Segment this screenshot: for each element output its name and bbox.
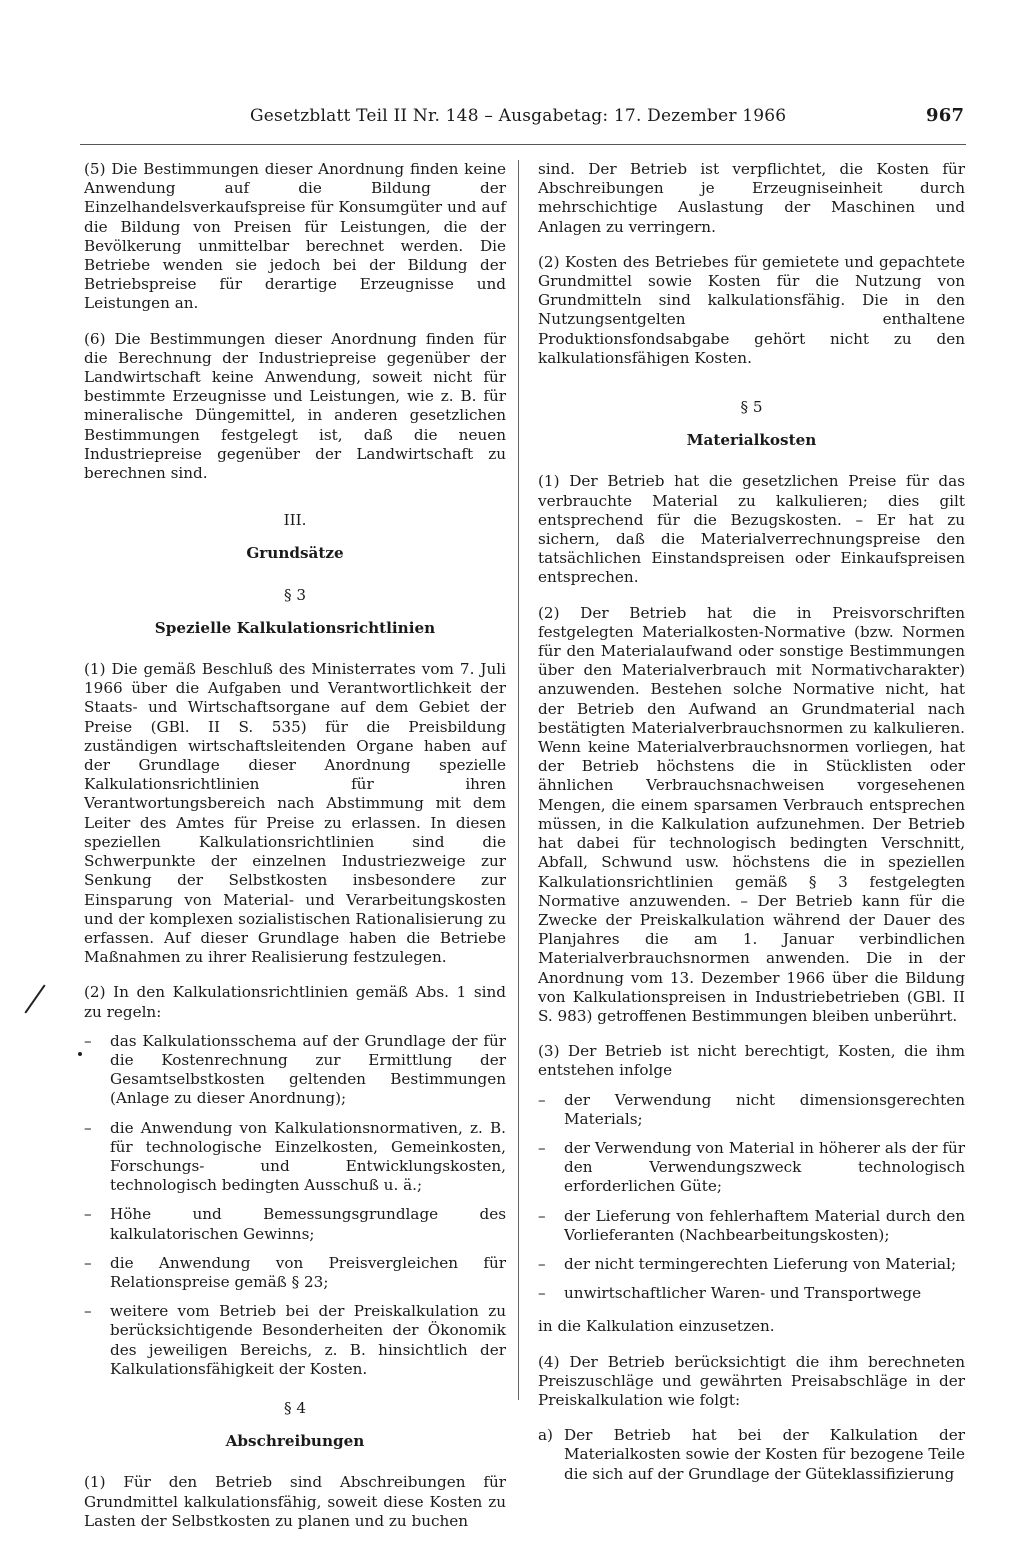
header-rule	[80, 144, 966, 145]
right-column	[538, 160, 965, 1484]
regulation-list	[84, 1032, 506, 1379]
cost-exclusion-list	[538, 1091, 965, 1304]
list-item: – unwirtschaftlicher Waren- und Transportwege	[538, 1284, 965, 1303]
paragraph-4-1-continued: sind. Der Betrieb ist verpflichtet, die Kosten für Abschreibungen je Erzeugniseinheit durch mehrschichtige Auslastung der Maschinen und Anlagen zu verringern.	[538, 160, 965, 236]
header-title: Gesetzblatt Teil II Nr. 148 – Ausgabetag: 17. Dezember 1966	[250, 106, 787, 126]
column-divider	[518, 160, 519, 1400]
paragraph-4-1: (1) Für den Betrieb sind Abschreibungen für Grundmittel kalkulationsfähig, soweit diese Kosten zu Lasten der Selbstkosten zu planen und zu buchen	[84, 1473, 506, 1530]
paragraph-5-2: (2) Der Betrieb hat die in Preisvorschriften festgelegten Materialkosten-Normative (bzw. Normen für den Materialaufwand oder sonstige Bestimmungen über den Materialverbrauch mit Normativcharakter) anzuwenden. Bestehen solche Normative nicht, hat der Betrieb den Aufwand an Grundmaterial nach bestätigten Materialverbrauchsnormen zu kalkulieren. Wenn keine Materialverbrauchsnormen vorliegen, hat der Betrieb höchstens die in Stücklisten oder ähnlichen Verbrauchsnachweisen vorgesehenen Mengen, die einem sparsamen Verbrauch entsprechen müssen, in die Kalkulation aufzunehmen. Der Betrieb hat dabei für technologisch bedingten Verschnitt, Abfall, Schwund usw. höchstens die in speziellen Kalkulationsrichtlinien gemäß § 3 festgelegten Normative anzuwenden. – Der Betrieb kann für die Zwecke der Preiskalkulation während der Dauer des Planjahres die am 1. Januar verbindlichen Materialverbrauchsnormen anwenden. Die in der Anordnung vom 13. Dezember 1966 über die Bildung von Kalkulationspreisen in Industriebetrieben (GBl. II S. 983) getroffenen Bestimmungen bleiben unberührt.	[538, 603, 965, 1025]
list-item: – der nicht termingerechten Lieferung von Material;	[538, 1255, 965, 1274]
paragraph-4-2: (2) Kosten des Betriebes für gemietete und gepachtete Grundmittel sowie Kosten für die Nutzung von Grundmitteln sind kalkulationsfähig. Die in den Nutzungsentgelten enthaltene Produktionsfondsabgabe gehört nicht zu den kalkulationsfähigen Kosten.	[538, 252, 965, 367]
subitem-a	[538, 1426, 965, 1484]
section-5-title: Materialkosten	[686, 431, 817, 450]
list-item: – das Kalkulationsschema auf der Grundlage der für die Kostenrechnung zur Ermittlung der Gesamtselbstkosten geltenden Bestimmungen (Anlage zu dieser Anordnung);	[84, 1032, 506, 1109]
list-item: – die Anwendung von Preisvergleichen für Relationspreise gemäß § 23;	[84, 1254, 506, 1292]
page-header	[0, 102, 1024, 132]
section-3-sign: § 3	[283, 585, 307, 604]
list-item: – der Verwendung von Material in höherer als der für den Verwendungszweck technologisch erforderlichen Güte;	[538, 1139, 965, 1197]
list-item: – der Verwendung nicht dimensionsgerechten Materials;	[538, 1091, 965, 1129]
margin-pen-mark	[24, 985, 45, 1014]
section-4-title: Abschreibungen	[225, 1432, 365, 1451]
list-item: – der Lieferung von fehlerhaftem Material durch den Vorlieferanten (Nachbearbeitungskosten);	[538, 1207, 965, 1245]
margin-dot-mark	[78, 1052, 82, 1056]
paragraph-2-5: (5) Die Bestimmungen dieser Anordnung finden keine Anwendung auf die Bildung der Einzelhandelsverkaufspreise für Konsumgüter und auf die Bildung von Preisen für Leistungen, die der Bevölkerung unmittelbar berechnet werden. Die Betriebe wenden sie jedoch bei der Bildung der Betriebspreise für derartige Erzeugnisse und Leistungen an.	[84, 160, 506, 313]
chapter-number: III.	[283, 511, 307, 530]
list-item: – weitere vom Betrieb bei der Preiskalkulation zu berücksichtigende Besonderheiten der Ökonomik des jeweiligen Bereichs, z. B. hinsichtlich der Kalkulationsfähigkeit der Kosten.	[84, 1302, 506, 1379]
list-item: – die Anwendung von Kalkulationsnormativen, z. B. für technologische Einzelkosten, Gemeinkosten, Forschungs- und Entwicklungskosten, technologisch bedingten Ausschuß u. ä.;	[84, 1119, 506, 1196]
list-item: – Höhe und Bemessungsgrundlage des kalkulatorischen Gewinns;	[84, 1205, 506, 1243]
left-column	[84, 160, 506, 1547]
paragraph-5-1: (1) Der Betrieb hat die gesetzlichen Preise für das verbrauchte Material zu kalkulieren; dies gilt entsprechend für die Bezugskosten. – Er hat zu sichern, daß die Materialverrechnungspreise den tatsächlichen Einstandspreisen oder Einkaufspreisen entsprechen.	[538, 472, 965, 587]
chapter-title: Grundsätze	[246, 544, 344, 563]
section-4-sign: § 4	[283, 1398, 307, 1417]
list-conclusion: in die Kalkulation einzusetzen.	[538, 1317, 775, 1336]
section-5-sign: § 5	[740, 398, 763, 417]
paragraph-5-4: (4) Der Betrieb berücksichtigt die ihm berechneten Preiszuschläge und gewährten Preisabschläge in der Preiskalkulation wie folgt:	[538, 1352, 965, 1409]
paragraph-3-2: (2) In den Kalkulationsrichtlinien gemäß Abs. 1 sind zu regeln:	[84, 983, 506, 1021]
paragraph-3-1: (1) Die gemäß Beschluß des Ministerrates vom 7. Juli 1966 über die Aufgaben und Verantwortlichkeit der Staats- und Wirtschaftsorgane auf dem Gebiet der Preise (GBl. II S. 535) für die Preisbildung zuständigen wirtschaftsleitenden Organe haben auf der Grundlage dieser Anordnung spezielle Kalkulationsrichtlinien für ihren Verantwortungsbereich nach Abstimmung mit dem Leiter des Amtes für Preise zu erlassen. In diesen speziellen Kalkulationsrichtlinien sind die Schwerpunkte der einzelnen Industriezweige zur Senkung der Selbstkosten insbesondere zur Einsparung von Material- und Verarbeitungskosten und der komplexen sozialistischen Rationalisierung zu erfassen. Auf dieser Grundlage haben die Betriebe Maßnahmen zu ihrer Realisierung festzulegen.	[84, 660, 506, 967]
subitem-a-label: a)	[538, 1426, 553, 1445]
paragraph-2-6: (6) Die Bestimmungen dieser Anordnung finden für die Berechnung der Industriepreise gegenüber der Landwirtschaft keine Anwendung, soweit nicht für bestimmte Erzeugnisse und Leistungen, wie z. B. für mineralische Düngemittel, in anderen gesetzlichen Bestimmungen festgelegt ist, daß die neuen Industriepreise gegenüber der Landwirtschaft zu berechnen sind.	[84, 329, 506, 483]
subitem-a-text: Der Betrieb hat bei der Kalkulation der Materialkosten sowie der Kosten für bezogene Teile die sich auf der Grundlage der Güteklassifizierung	[564, 1426, 965, 1483]
section-3-title: Spezielle Kalkulationsrichtlinien	[154, 618, 436, 637]
paragraph-5-3: (3) Der Betrieb ist nicht berechtigt, Kosten, die ihm entstehen infolge	[538, 1042, 965, 1080]
page-number: 967	[926, 105, 965, 126]
